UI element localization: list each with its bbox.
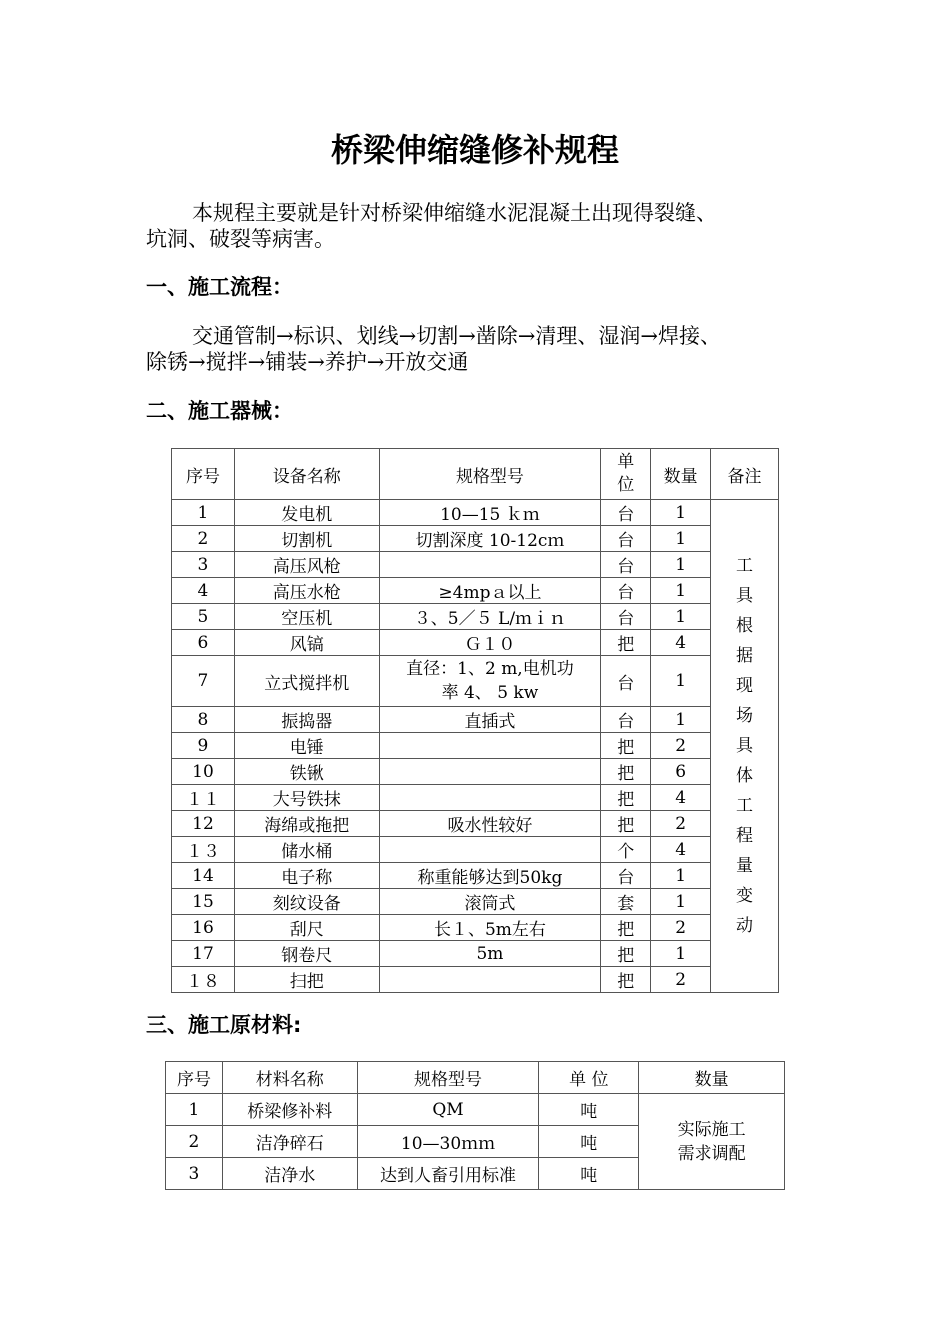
table-row: 2 洁净碎石 10—30ｍｍ 吨 (166, 1126, 785, 1158)
table-row: 9 电锤 把 2 (172, 733, 779, 759)
header-no: 序号 (166, 1062, 223, 1094)
header-no: 序号 (172, 449, 235, 500)
equipment-table (171, 448, 779, 993)
remarks-cell: 工 具 根 据 现 场 具 体 工 程 量 变 动 (711, 500, 779, 993)
process-paragraph (146, 323, 806, 375)
header-unit: 单 位 (539, 1062, 639, 1094)
section-3-heading: 三、施工原材料: (146, 1013, 302, 1037)
table-row: 6 风镐 Ｇ１０ 把 4 (172, 630, 779, 656)
table-row: １８ 扫把 把 2 (172, 967, 779, 993)
section-1-heading: 一、施工流程： (146, 275, 293, 299)
table-row: 17 钢卷尺 5m 把 1 (172, 941, 779, 967)
header-qty: 数量 (639, 1062, 785, 1094)
table-row: 10 铁锹 把 6 (172, 759, 779, 785)
table-row: 12 海绵或拖把 吸水性较好 把 2 (172, 811, 779, 837)
table-row: 14 电子称 称重能够达到50kg 台 1 (172, 863, 779, 889)
table-row: 3 高压风枪 台 1 (172, 552, 779, 578)
intro-line-1: 本规程主要就是针对桥梁伸缩缝水泥混凝土出现得裂缝、 (192, 201, 717, 225)
table-row: １１ 大号铁抹 把 4 (172, 785, 779, 811)
table-row: 16 刮尺 长１、5m左右 把 2 (172, 915, 779, 941)
process-line-1: 交通管制→标识、划线→切割→凿除→清理、湿润→焊接、 (192, 324, 721, 348)
equipment-header-row (172, 449, 779, 500)
header-name: 材料名称 (222, 1062, 357, 1094)
qty-note-cell: 实际施工 需求调配 (639, 1094, 785, 1190)
section-2-heading: 二、施工器械： (146, 399, 293, 423)
header-note: 备注 (711, 449, 779, 500)
header-qty: 数量 (651, 449, 711, 500)
page-title: 桥梁伸缩缝修补规程 (330, 131, 619, 169)
table-row: 8 振捣器 直插式 台 1 (172, 707, 779, 733)
table-row: 7 立式搅拌机 直径：1、2 m,电机功 率 4、 5 kw 台 1 (172, 656, 779, 707)
table-row: 15 刻纹设备 滚筒式 套 1 (172, 889, 779, 915)
table-row: １３ 储水桶 个 4 (172, 837, 779, 863)
header-spec: 规格型号 (357, 1062, 539, 1094)
intro-paragraph (146, 200, 806, 252)
header-name: 设备名称 (234, 449, 379, 500)
header-unit: 单 位 (601, 449, 651, 500)
header-spec: 规格型号 (379, 449, 601, 500)
table-row: 4 高压水枪 ≥4mpａ以上 台 1 (172, 578, 779, 604)
table-row: 1 发电机 10—15 ｋｍ 台 1 工 具 根 据 现 场 具 体 工 程 量 变 动 (172, 500, 779, 526)
materials-header-row (166, 1062, 785, 1094)
intro-line-2: 坑洞、破裂等病害。 (146, 227, 335, 251)
table-row: 2 切割机 切割深度 10-12cｍ 台 1 (172, 526, 779, 552)
materials-table (165, 1061, 785, 1190)
table-row: 1 桥梁修补料 QM 吨 实际施工 需求调配 (166, 1094, 785, 1126)
process-line-2: 除锈→搅拌→铺装→养护→开放交通 (146, 350, 469, 374)
table-row: 3 洁净水 达到人畜引用标准 吨 (166, 1158, 785, 1190)
table-row: 5 空压机 ３、5／５ L/ｍｉｎ 台 1 (172, 604, 779, 630)
